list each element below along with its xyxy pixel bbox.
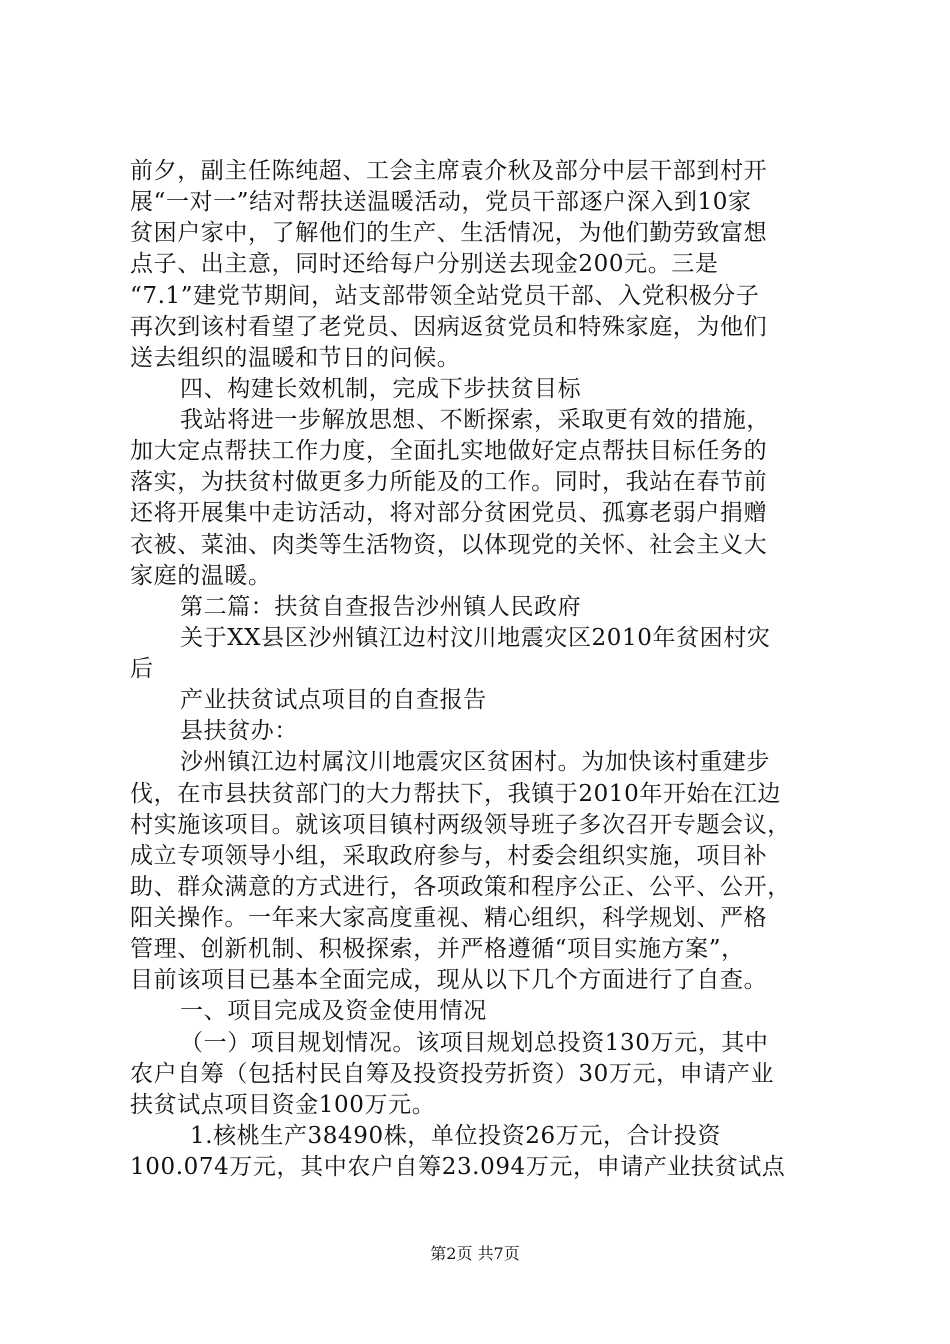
text-line: 沙州镇江边村属汶川地震灾区贫困村。为加快该村重建步 bbox=[180, 749, 770, 775]
text-line: 前夕，副主任陈纯超、工会主席袁介秋及部分中层干部到村开 bbox=[130, 158, 768, 184]
text-line: 村实施该项目。就该项目镇村两级领导班子多次召开专题会议， bbox=[130, 812, 791, 838]
text-line: “7.1”建党节期间，站支部带领全站党员干部、入党积极分子 bbox=[130, 283, 760, 309]
text-line: 农户自筹（包括村民自筹及投资投劳折资）30万元，申请产业 bbox=[130, 1061, 775, 1087]
report-title: 关于XX县区沙州镇江边村汶川地震灾区2010年贫困村灾 bbox=[180, 625, 771, 651]
text-line: 我站将进一步解放思想、不断探索，采取更有效的措施， bbox=[180, 407, 770, 433]
section-heading: 四、构建长效机制，完成下步扶贫目标 bbox=[180, 376, 582, 402]
text-line: 100.074万元，其中农户自筹23.094万元，申请产业扶贫试点 bbox=[130, 1154, 786, 1180]
text-line: 送去组织的温暖和节日的问候。 bbox=[130, 345, 461, 371]
text-line: 还将开展集中走访活动，将对部分贫困党员、孤寡老弱户捐赠 bbox=[130, 500, 768, 526]
salutation: 县扶贫办： bbox=[180, 718, 298, 744]
text-line: 伐，在市县扶贫部门的大力帮扶下，我镇于2010年开始在江边 bbox=[130, 781, 781, 807]
text-line: 点子、出主意，同时还给每户分别送去现金200元。三是 bbox=[130, 251, 719, 277]
text-line: 家庭的温暖。 bbox=[130, 563, 272, 589]
text-line: 管理、创新机制、积极探索，并严格遵循“项目实施方案”， bbox=[130, 936, 745, 962]
section-heading: 一、项目完成及资金使用情况 bbox=[180, 998, 487, 1024]
text-line: 助、群众满意的方式进行，各项政策和程序公正、公平、公开， bbox=[130, 874, 791, 900]
text-line: 贫困户家中，了解他们的生产、生活情况，为他们勤劳致富想 bbox=[130, 220, 768, 246]
text-line: 衣被、菜油、肉类等生活物资，以体现党的关怀、社会主义大 bbox=[130, 532, 768, 558]
report-title: 产业扶贫试点项目的自查报告 bbox=[180, 687, 487, 713]
report-title: 后 bbox=[130, 656, 154, 682]
text-line: 再次到该村看望了老党员、因病返贫党员和特殊家庭，为他们 bbox=[130, 314, 768, 340]
text-line: 加大定点帮扶工作力度，全面扎实地做好定点帮扶目标任务的 bbox=[130, 438, 768, 464]
text-line: 扶贫试点项目资金100万元。 bbox=[130, 1092, 436, 1118]
text-line: 展“一对一”结对帮扶送温暖活动，党员干部逐户深入到10家 bbox=[130, 189, 752, 215]
text-line: （一）项目规划情况。该项目规划总投资130万元，其中 bbox=[180, 1030, 769, 1056]
text-line: 阳关操作。一年来大家高度重视、精心组织，科学规划、严格 bbox=[130, 905, 768, 931]
text-line: 1.核桃生产38490株，单位投资26万元，合计投资 bbox=[190, 1123, 721, 1149]
text-line: 落实，为扶贫村做更多力所能及的工作。同时，我站在春节前 bbox=[130, 469, 768, 495]
page-number: 第2页 共7页 bbox=[430, 1244, 520, 1263]
text-line: 成立专项领导小组，采取政府参与，村委会组织实施，项目补 bbox=[130, 843, 768, 869]
chapter-heading: 第二篇：扶贫自查报告沙州镇人民政府 bbox=[180, 594, 582, 620]
text-line: 目前该项目已基本全面完成，现从以下几个方面进行了自查。 bbox=[130, 967, 768, 993]
